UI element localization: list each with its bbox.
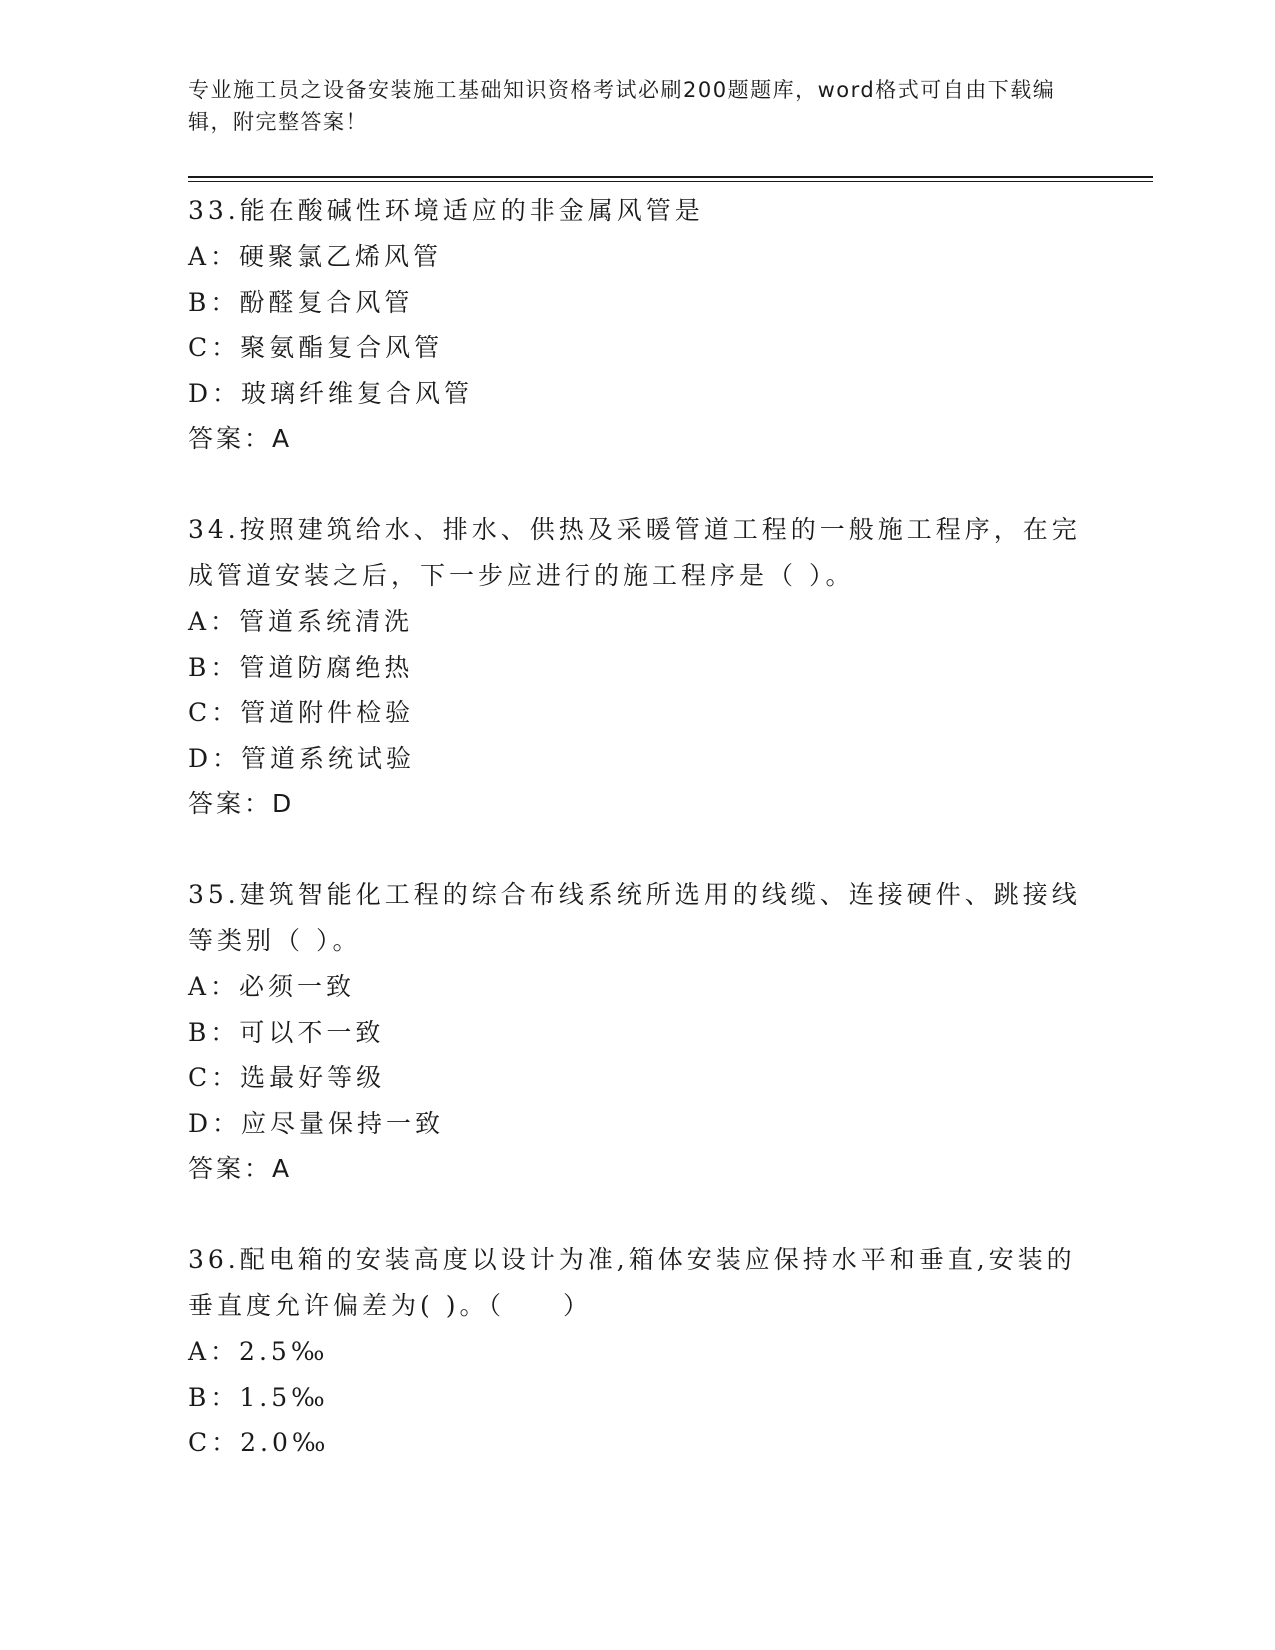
question-list [188,188,1088,1511]
question-stem: 36.配电箱的安装高度以设计为准,箱体安装应保持水平和垂直,安装的垂直度允许偏差为( )。（ ） [188,1245,1076,1320]
question-stem: 33.能在酸碱性环境适应的非金属风管是 [188,196,704,225]
option-d: D：管道系统试验 [188,743,416,773]
option-c: C：管道附件检验 [188,698,415,727]
answer: 答案：A [188,1154,293,1183]
option-c: C：2.0‰ [188,1428,330,1457]
document-header [188,74,1088,138]
option-c: C：聚氨酯复合风管 [188,333,444,362]
header-divider-thick [188,176,1153,178]
option-b: B：1.5‰ [188,1382,329,1412]
question-35 [188,872,1088,1192]
question-34 [188,507,1088,827]
document-title: 专业施工员之设备安装施工基础知识资格考试必刷200题题库，word格式可自由下载编辑，附完整答案！ [188,78,1056,134]
option-d: D：应尽量保持一致 [188,1108,445,1138]
option-b: B：酚醛复合风管 [188,287,414,317]
question-stem: 34.按照建筑给水、排水、供热及采暖管道工程的一般施工程序，在完成管道安装之后，下一步应进行的施工程序是（ ）。 [188,515,1081,590]
question-stem: 35.建筑智能化工程的综合布线系统所选用的线缆、连接硬件、跳接线等类别（ ）。 [188,880,1081,955]
option-d: D：玻璃纤维复合风管 [188,378,474,408]
answer: 答案：D [188,789,295,818]
option-a: A：管道系统清洗 [188,607,414,636]
option-a: A：2.5‰ [188,1337,329,1366]
option-c: C：选最好等级 [188,1063,386,1092]
header-divider-thin [188,181,1153,182]
question-33 [188,188,1088,462]
option-a: A：硬聚氯乙烯风管 [188,242,443,271]
answer: 答案：A [188,424,293,453]
option-b: B：管道防腐绝热 [188,652,414,682]
option-b: B：可以不一致 [188,1017,385,1047]
option-a: A：必须一致 [188,972,356,1001]
question-36 [188,1237,1088,1466]
